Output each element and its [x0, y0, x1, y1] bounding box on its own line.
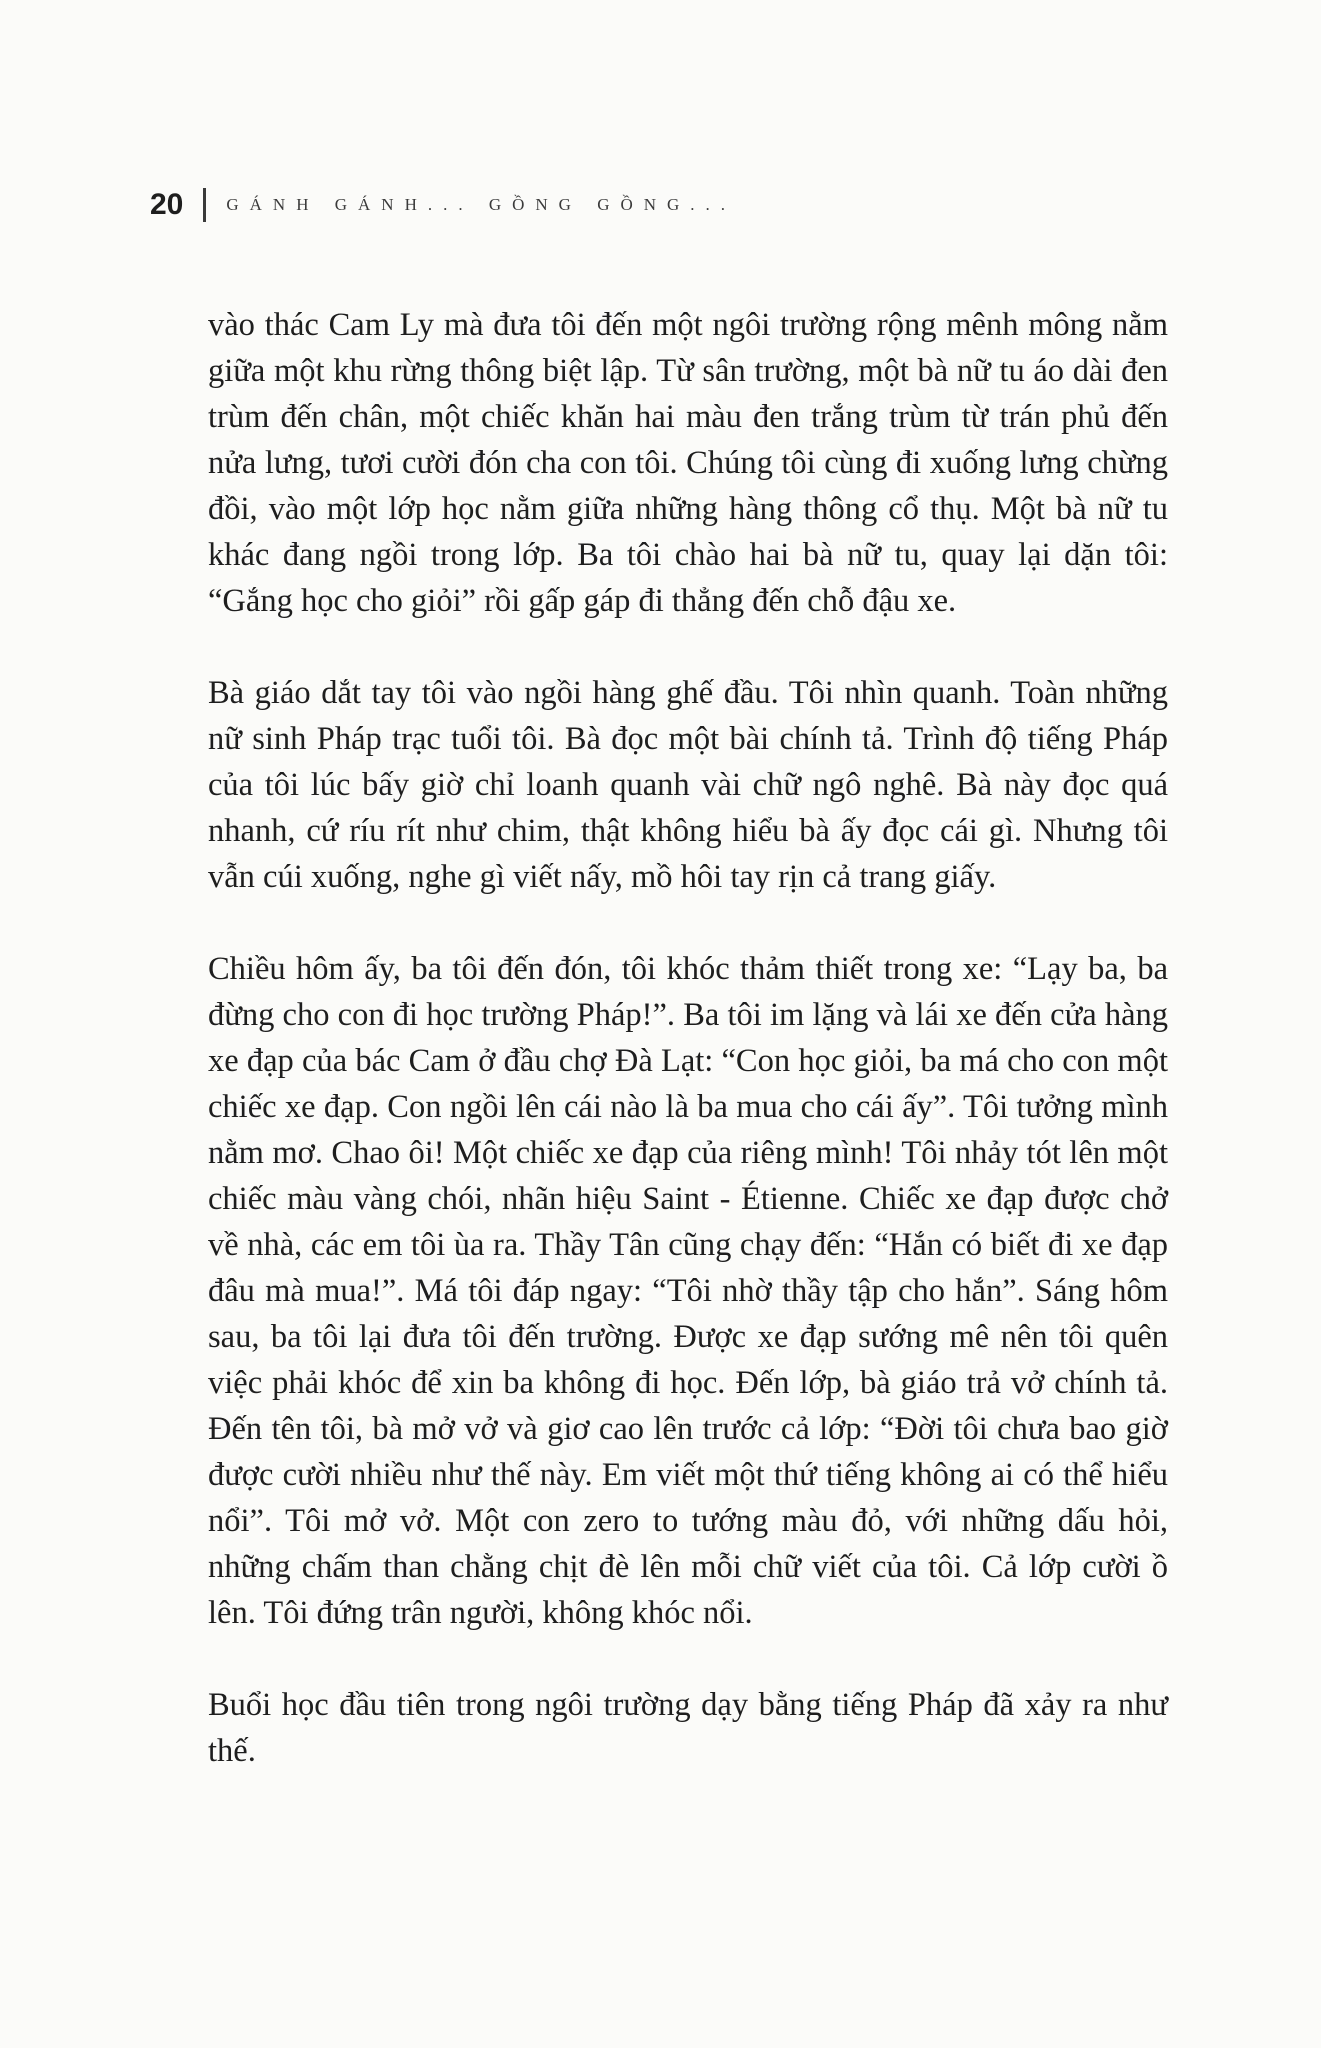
book-title: GÁNH GÁNH... GỒNG GỒNG... [226, 195, 737, 214]
page-number: 20 [150, 188, 184, 221]
paragraph: Bà giáo dắt tay tôi vào ngồi hàng ghế đầu. Tôi nhìn quanh. Toàn những nữ sinh Pháp trạc tuổi tôi. Bà đọc một bài chính tả. Trình độ tiếng Pháp của tôi lúc bấy giờ chỉ loanh quanh vài chữ ngô nghê. Bà này đọc quá nhanh, cứ ríu rít như chim, thật không hiểu bà ấy đọc cái gì. Nhưng tôi vẫn cúi xuống, nghe gì viết nấy, mồ hôi tay rịn cả trang giấy. [208, 675, 1168, 895]
paragraph: Buổi học đầu tiên trong ngôi trường dạy bằng tiếng Pháp đã xảy ra như thế. [208, 1687, 1168, 1769]
paragraph: vào thác Cam Ly mà đưa tôi đến một ngôi trường rộng mênh mông nằm giữa một khu rừng thông biệt lập. Từ sân trường, một bà nữ tu áo dài đen trùm đến chân, một chiếc khăn hai màu đen trắng trùm từ trán phủ đến nửa lưng, tươi cười đón cha con tôi. Chúng tôi cùng đi xuống lưng chừng đồi, vào một lớp học nằm giữa những hàng thông cổ thụ. Một bà nữ tu khác đang ngồi trong lớp. Ba tôi chào hai bà nữ tu, quay lại dặn tôi: “Gắng học cho giỏi” rồi gấp gáp đi thẳng đến chỗ đậu xe. [208, 307, 1168, 619]
running-head [150, 180, 736, 230]
body-text [208, 302, 1168, 1774]
header-divider [203, 188, 206, 222]
paragraph: Chiều hôm ấy, ba tôi đến đón, tôi khóc thảm thiết trong xe: “Lạy ba, ba đừng cho con đi học trường Pháp!”. Ba tôi im lặng và lái xe đến cửa hàng xe đạp của bác Cam ở đầu chợ Đà Lạt: “Con học giỏi, ba má cho con một chiếc xe đạp. Con ngồi lên cái nào là ba mua cho cái ấy”. Tôi tưởng mình nằm mơ. Chao ôi! Một chiếc xe đạp của riêng mình! Tôi nhảy tót lên một chiếc màu vàng chói, nhãn hiệu Saint - Étienne. Chiếc xe đạp được chở về nhà, các em tôi ùa ra. Thầy Tân cũng chạy đến: “Hắn có biết đi xe đạp đâu mà mua!”. Má tôi đáp ngay: “Tôi nhờ thầy tập cho hắn”. Sáng hôm sau, ba tôi lại đưa tôi đến trường. Được xe đạp sướng mê nên tôi quên việc phải khóc để xin ba không đi học. Đến lớp, bà giáo trả vở chính tả. Đến tên tôi, bà mở vở và giơ cao lên trước cả lớp: “Đời tôi chưa bao giờ được cười nhiều như thế này. Em viết một thứ tiếng không ai có thể hiểu nổi”. Tôi mở vở. Một con zero to tướng màu đỏ, với những dấu hỏi, những chấm than chằng chịt đè lên mỗi chữ viết của tôi. Cả lớp cười ồ lên. Tôi đứng trân người, không khóc nổi. [208, 951, 1168, 1631]
